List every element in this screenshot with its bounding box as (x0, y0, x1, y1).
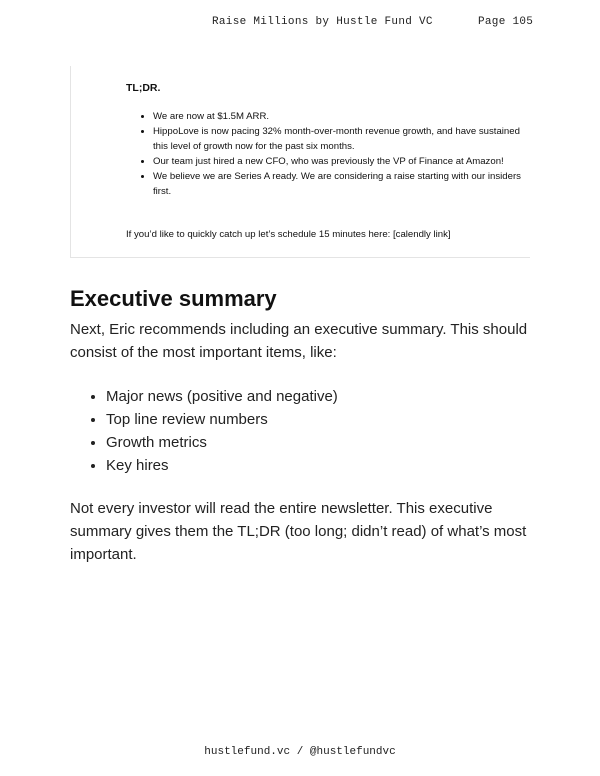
email-screenshot-excerpt (70, 66, 530, 258)
list-item: • Major news (positive and negative) (106, 385, 338, 408)
tldr-heading: TL;DR. (126, 82, 161, 94)
page-number: Page 105 (478, 16, 534, 28)
tldr-bullet: • We believe we are Series A ready. We are considering a raise starting with our insiders first. (153, 169, 523, 199)
closing-paragraph: Not every investor will read the entire newsletter. This executive summary gives them the TL;DR (too long; didn’t read) of what’s most important. (70, 500, 527, 563)
running-header-title: Raise Millions by Hustle Fund VC (212, 16, 433, 28)
section-heading: Executive summary (70, 286, 277, 311)
list-item: • Top line review numbers (106, 408, 338, 431)
page-footer: hustlefund.vc / @hustlefundvc (204, 746, 396, 758)
tldr-bullet-list (125, 109, 523, 199)
summary-items-list (70, 385, 338, 477)
list-item: • Key hires (106, 454, 338, 477)
tldr-closing-line: If you’d like to quickly catch up let’s schedule 15 minutes here: [calendly link] (126, 229, 451, 240)
tldr-bullet: • HippoLove is now pacing 32% month-over-month revenue growth, and have sustained this level of growth now for the past six months. (153, 124, 523, 154)
list-item: • Growth metrics (106, 431, 338, 454)
tldr-bullet: • We are now at $1.5M ARR. (153, 109, 523, 124)
tldr-bullet: • Our team just hired a new CFO, who was previously the VP of Finance at Amazon! (153, 154, 523, 169)
intro-paragraph: Next, Eric recommends including an executive summary. This should consist of the most important items, like: (70, 321, 528, 361)
